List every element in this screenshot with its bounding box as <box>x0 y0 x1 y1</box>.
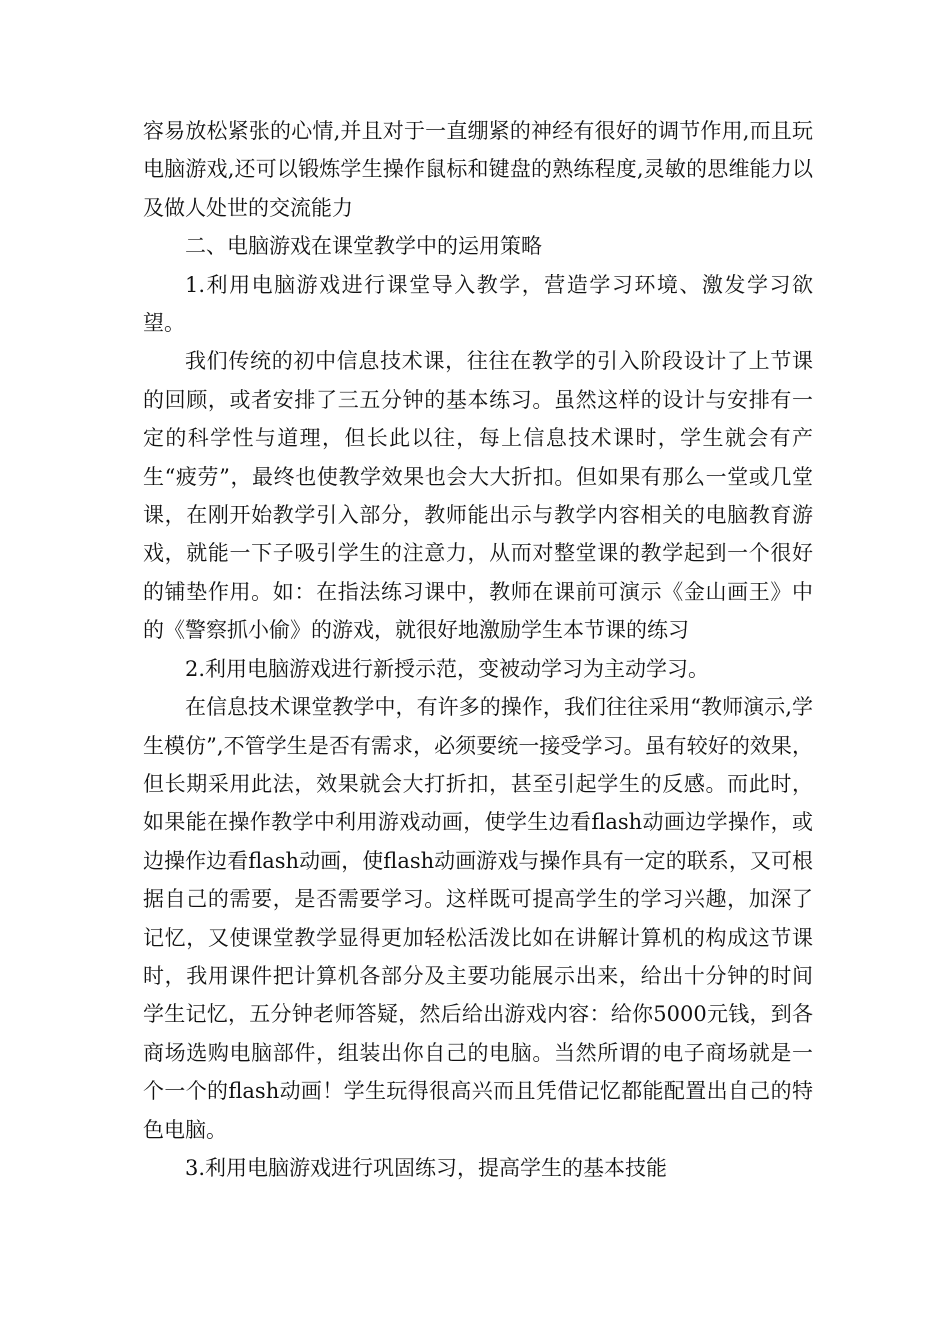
paragraph: 容易放松紧张的心情,并且对于一直绷紧的神经有很好的调节作用,而且玩电脑游戏,还可以锻炼学生操作鼠标和键盘的熟练程度,灵敏的思维能力以及做人处世的交流能力 <box>143 119 813 220</box>
subsection-heading: 1.利用电脑游戏进行课堂导入教学，营造学习环境、激发学习欲望。 <box>143 272 813 336</box>
subsection-heading: 3.利用电脑游戏进行巩固练习，提高学生的基本技能 <box>185 1155 668 1180</box>
paragraph: 我们传统的初中信息技术课，往往在教学的引入阶段设计了上节课的回顾，或者安排了三五分钟的基本练习。虽然这样的设计与安排有一定的科学性与道理，但长此以往，每上信息技术课时，学生就会有产生“疲劳”，最终也使教学效果也会大大折扣。但如果有那么一堂或几堂课，在刚开始教学引入部分，教师能出示与教学内容相关的电脑教育游戏，就能一下子吸引学生的注意力，从而对整堂课的教学起到一个很好的铺垫作用。如：在指法练习课中，教师在课前可演示《金山画王》中的《警察抓小偷》的游戏，就很好地激励学生本节课的练习 <box>143 349 813 643</box>
paragraph: 在信息技术课堂教学中，有许多的操作，我们往往采用“教师演示,学生模仿”,不管学生是否有需求，必须要统一接受学习。虽有较好的效果，但长期采用此法，效果就会大打折扣，甚至引起学生的反感。而此时，如果能在操作教学中利用游戏动画，使学生边看flash动画边学操作，或边操作边看flash动画，使flash动画游戏与操作具有一定的联系，又可根据自己的需要，是否需要学习。这样既可提高学生的学习兴趣，加深了记忆，又使课堂教学显得更加轻松活泼比如在讲解计算机的构成这节课时，我用课件把计算机各部分及主要功能展示出来，给出十分钟的时间学生记忆，五分钟老师答疑，然后给出游戏内容：给你5000元钱，到各商场选购电脑部件，组装出你自己的电脑。当然所谓的电子商场就是一个一个的flash动画！学生玩得很高兴而且凭借记忆都能配置出自己的特色电脑。 <box>143 695 813 1142</box>
subsection-heading: 2.利用电脑游戏进行新授示范，变被动学习为主动学习。 <box>185 656 710 681</box>
document-body <box>143 112 813 1187</box>
section-heading: 二、电脑游戏在课堂教学中的运用策略 <box>185 234 542 259</box>
